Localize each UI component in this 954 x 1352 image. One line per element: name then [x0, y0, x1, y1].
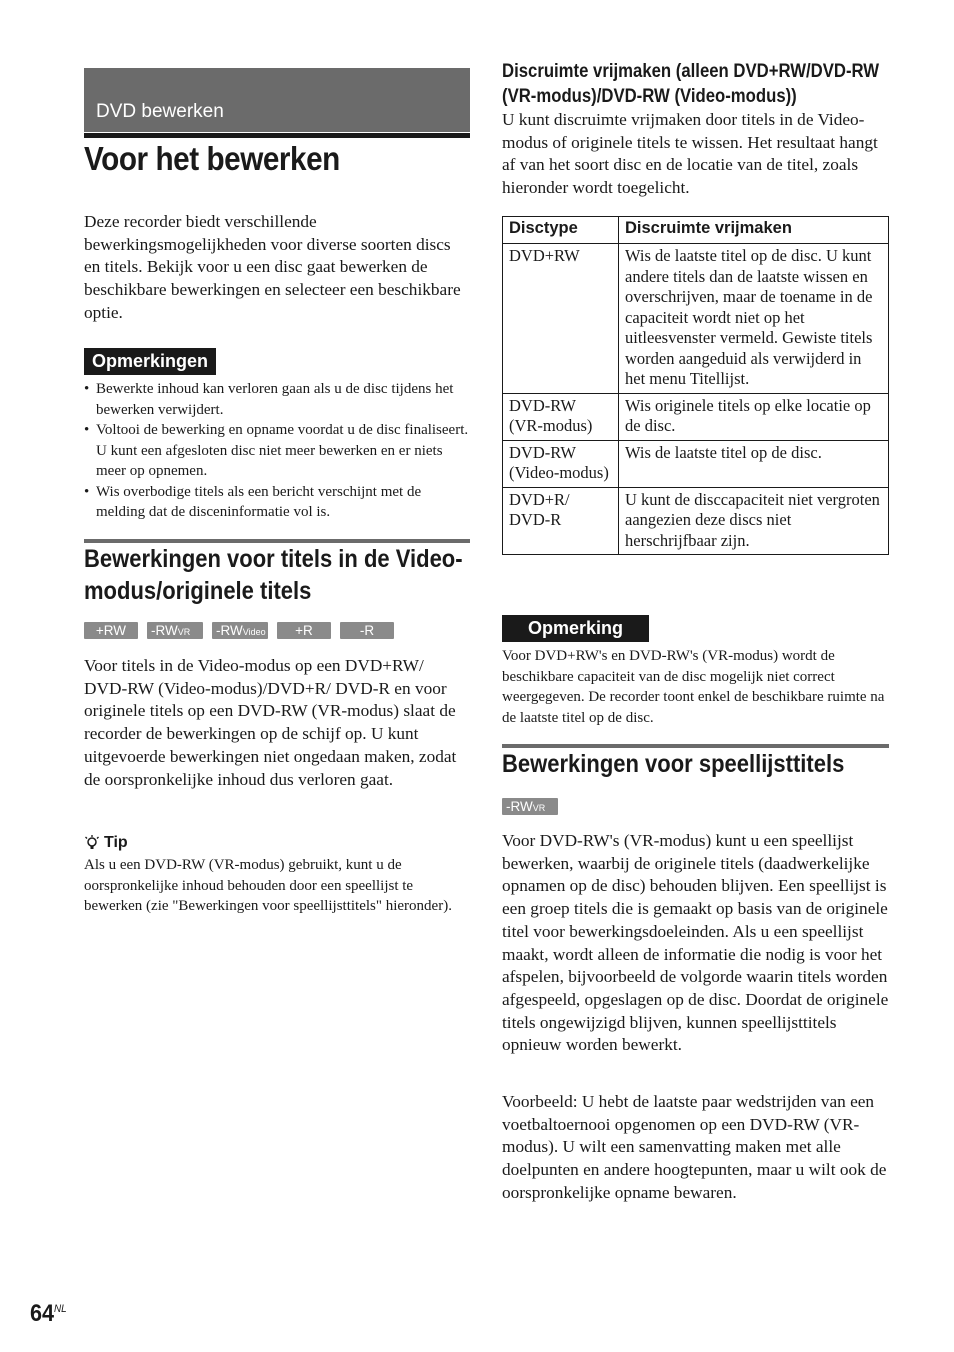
badge-minus-rw-video: -RWVideo: [212, 622, 268, 639]
section3-body2: Voorbeeld: U hebt de laatste paar wedstrijden van een voetbaltoernooi opgenomen op een DVD-RW (VR-modus). U wilt een samenvatting maken met alle doelpunten en andere hoogtepunten, maar u wilt ook de oorspronkelijke opname bewaren.: [502, 1092, 887, 1202]
disc-space-table: [502, 216, 889, 555]
table-cell-disctype: DVD-RW (Video-modus): [503, 440, 619, 487]
badge-minus-rw-vr: -RWVR: [147, 622, 203, 639]
tip-text: Als u een DVD-RW (VR-modus) gebruikt, kunt u de oorspronkelijke inhoud behouden door een speellijst te bewerken (zie "Bewerkingen voor speellijsttitels" hieronder).: [84, 857, 452, 914]
table-cell-disctype: DVD-RW (VR-modus): [503, 393, 619, 440]
table-cell-description: Wis de laatste titel op de disc. U kunt andere titels dan de laatste wissen en overschrijven, maar de toename in de capaciteit wordt niet op het uitleesvenster vermeld. Gewiste titels worden aangeduid als verwijderd in het menu Titellijst.: [619, 244, 889, 394]
tip-label: Tip: [104, 834, 128, 851]
badge-plus-r: +R: [277, 622, 331, 639]
discspace-heading: Discruimte vrijmaken (alleen DVD+RW/DVD-RW (VR-modus)/DVD-RW (Video-modus)): [502, 61, 880, 107]
section3-body1: Voor DVD-RW's (VR-modus) kunt u een speellijst bewerken, waarbij de originele titels (daadwerkelijke opnamen op de disc) behouden blijven. Een speellijst is een groep titels die is gemaakt op basis van de originele titel voor bewerkingsdoeleinden. Als u een speellijst maakt, wordt alleen de informatie die nodig is voor het afspelen, bijvoorbeeld de volgorde waarin titels worden afgespeeld, opgeslagen op de disc. Doordat de originele titels ongewijzigd blijven, kunnen speellijsttitels opnieuw worden bewerkt.: [502, 831, 889, 1055]
table-cell-description: U kunt de disccapaciteit niet vergroten aangezien deze discs niet herschrijfbaar zijn.: [619, 487, 889, 555]
playlist-badges: [502, 798, 558, 815]
table-header-discspace: Discruimte vrijmaken: [619, 217, 889, 244]
section-header-label: DVD bewerken: [96, 101, 224, 122]
table-header-row: [503, 217, 889, 244]
lightbulb-icon: [84, 835, 100, 851]
page-number-value: 64: [30, 1300, 55, 1327]
section-header-rule: [84, 133, 470, 138]
badge-minus-r: -R: [340, 622, 394, 639]
table-header-disctype: Disctype: [503, 217, 619, 244]
note-label: Opmerking: [502, 615, 649, 642]
note-item: • Bewerkte inhoud kan verloren gaan als u de disc tijdens het bewerken verwijdert.: [84, 379, 470, 420]
section-heading-video-titles: Bewerkingen voor titels in de Video-modus/originele titels: [84, 545, 463, 605]
section-header-bar: [84, 68, 470, 132]
table-cell-description: Wis de laatste titel op de disc.: [619, 440, 889, 487]
table-row: [503, 440, 889, 487]
note-item: • Voltooi de bewerking en opname voordat u de disc finaliseert. U kunt een afgesloten disc niet meer bewerken en er niets meer op opnemen.: [84, 420, 470, 482]
page-number-suffix: NL: [54, 1303, 67, 1315]
section-heading-playlist: Bewerkingen voor speellijsttitels: [502, 750, 845, 778]
table-row: [503, 393, 889, 440]
table-row: [503, 244, 889, 394]
intro-paragraph: Deze recorder biedt verschillende bewerkingsmogelijkheden voor diverse soorten discs en titels. Bekijk voor u een disc gaat bewerken de beschikbare bewerkingen en selecteer een beschikbare optie.: [84, 212, 461, 322]
badge-plus-rw: +RW: [84, 622, 138, 639]
notes-list: [84, 379, 470, 523]
page-title: Voor het bewerken: [84, 140, 340, 177]
disc-badges: [84, 622, 394, 639]
table-cell-disctype: DVD+R/ DVD-R: [503, 487, 619, 555]
notes-label: Opmerkingen: [84, 348, 216, 375]
tip-heading: [84, 834, 128, 852]
table-row: [503, 487, 889, 555]
note-item: • Wis overbodige titels als een bericht verschijnt met de melding dat de disceninformatie vol is.: [84, 482, 470, 523]
section2-body: Voor titels in de Video-modus op een DVD+RW/ DVD-RW (Video-modus)/DVD+R/ DVD-R en voor originele titels op een DVD-RW (VR-modus) slaat de recorder de bewerkingen op de schijf op. U kunt uitgevoerde bewerkingen niet ongedaan maken, zodat de oorspronkelijke inhoud dus verloren gaat.: [84, 656, 457, 789]
page-number: [30, 1300, 67, 1328]
table-cell-disctype: DVD+RW: [503, 244, 619, 394]
discspace-body: U kunt discruimte vrijmaken door titels in de Video-modus of originele titels te wissen. Het resultaat hangt af van het soort disc en de locatie van de titel, zoals hieronder wordt toegelicht.: [502, 110, 878, 198]
note-text: Voor DVD+RW's en DVD-RW's (VR-modus) wordt de beschikbare capaciteit van de disc mogelijk niet correct weergegeven. De recorder toont enkel de beschikbare ruimte na de laatste titel op de disc.: [502, 648, 885, 726]
table-cell-description: Wis originele titels op elke locatie op de disc.: [619, 393, 889, 440]
badge-minus-rw-vr: -RWVR: [502, 798, 558, 815]
